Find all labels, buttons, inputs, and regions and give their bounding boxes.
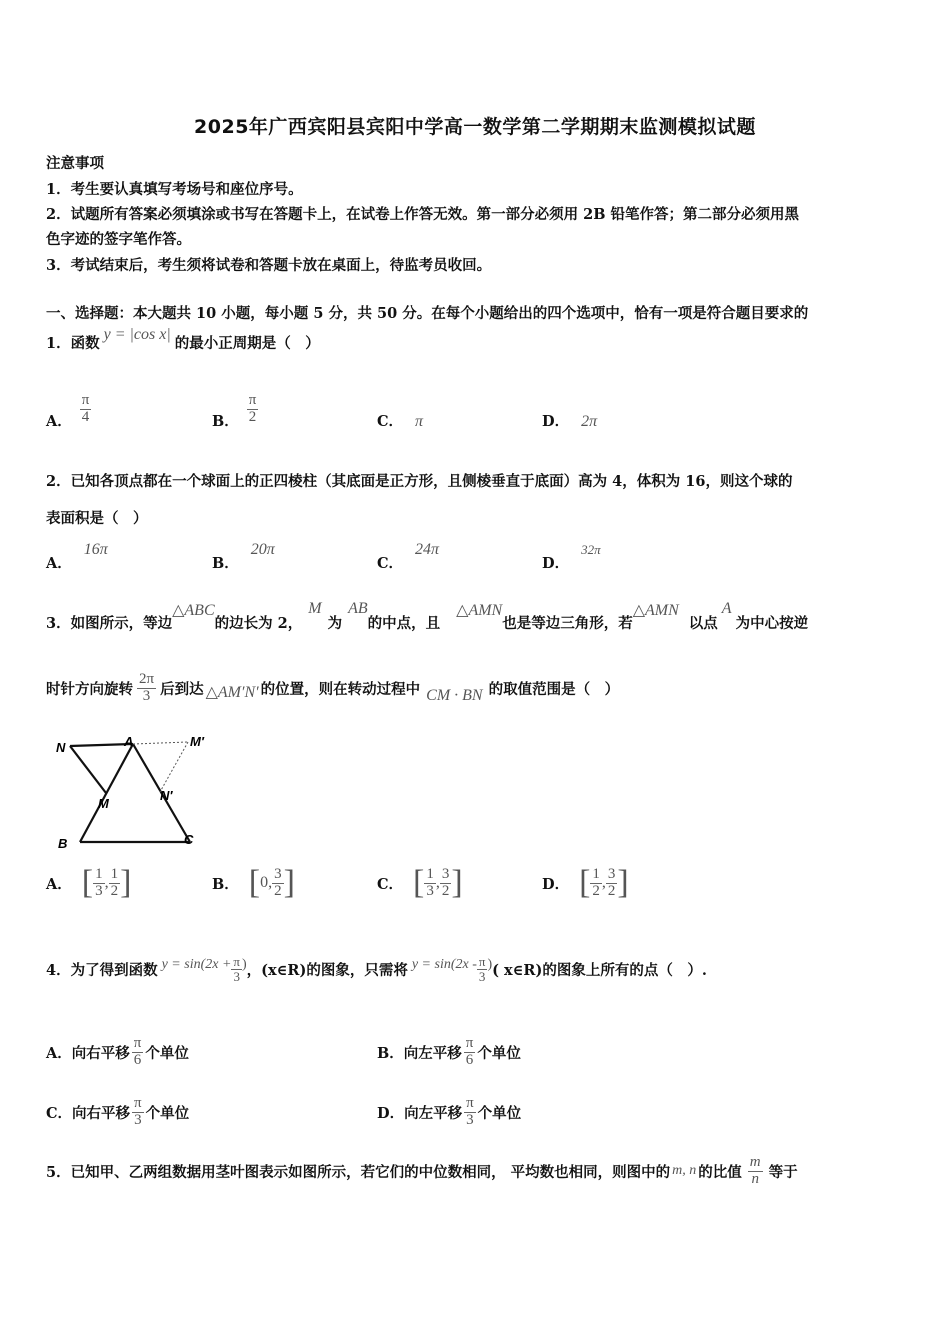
q4-line: 4．为了得到函数 y = sin(2x + $\frac{\pi}{3}$ ) ，(x∈R)的图象，只需将 y = sin(2x - $\frac{\pi}{3}$ ) ( x∈R)的图象上所有的点（ ）. (46, 954, 707, 984)
option-label: B． (212, 875, 239, 893)
option-label: C． (377, 555, 404, 572)
q2-option-a[interactable] (46, 541, 108, 573)
option-label: C． (377, 875, 404, 893)
q3-text: 的位置，则在转动过程中 (260, 680, 421, 698)
q3-option-b[interactable]: B． [ 0 , $\frac{3}{2}$ ] (212, 864, 295, 901)
option-label: A．向右平移 (46, 1044, 130, 1062)
option-label: D． (542, 875, 570, 893)
q1-option-b[interactable] (212, 388, 258, 431)
q3-text: 3．如图所示，等边 (46, 615, 173, 632)
option-unit: 个单位 (145, 1044, 189, 1062)
q1-suffix: 的最小正周期是（ ） (174, 335, 320, 352)
notice-item-2-cont: 色字迹的签字笔作答。 (46, 231, 191, 248)
option-label: B． (212, 413, 239, 430)
q3-tri-abc: △ABC (172, 602, 215, 619)
option-label: D． (542, 555, 570, 572)
q1-a-frac: $\frac{\pi}{4}$ (81, 392, 90, 425)
notice-item-1: 1．考生要认真填写考场号和座位序号。 (46, 181, 303, 198)
fig-label-n-prime: N′ (160, 788, 173, 803)
q3-option-a[interactable]: A． [ $\frac{1}{3}$ , $\frac{1}{2}$ ] (46, 864, 132, 901)
q3-text: 后到达 (160, 680, 204, 698)
fig-label-b: B (58, 836, 68, 851)
q4-text: ，(x∈R)的图象，只需将 (246, 961, 408, 979)
option-label: A． (46, 413, 72, 430)
q3-line-1 (46, 600, 808, 633)
q4-option-c[interactable]: C．向右平移 $\frac{\pi}{3}$ 个单位 (46, 1095, 190, 1128)
q4-paren: ) (242, 957, 247, 973)
option-label: C． (377, 413, 404, 430)
page-title: 2025年广西宾阳县宾阳中学高一数学第二学期期末监测模拟试题 (194, 116, 756, 138)
q2-option-c[interactable] (377, 541, 440, 573)
q1-formula: y = |cos x| (103, 325, 171, 343)
option-value: 32π (581, 542, 601, 557)
option-unit: 个单位 (145, 1104, 190, 1122)
q5-text: 的比值 (698, 1163, 742, 1181)
q2-option-b[interactable] (212, 541, 275, 573)
q4-func-2: y = sin(2x - (411, 957, 477, 973)
q5-text: 5．已知甲、乙两组数据用茎叶图表示如图所示，若它们的中位数相同， 平均数也相同，则图中的 (46, 1163, 671, 1181)
q3-text: 为 (327, 615, 343, 632)
option-label: D．向左平移 (377, 1104, 463, 1122)
q1-option-d[interactable] (542, 410, 597, 431)
q3-text: 的中点，且 (367, 615, 441, 632)
option-value: π (415, 413, 424, 430)
fig-label-m: M (98, 796, 109, 811)
fig-label-c: C (184, 832, 194, 847)
option-label: D． (542, 413, 570, 430)
q1-option-a[interactable] (46, 388, 91, 431)
option-value: 2π (581, 413, 598, 430)
q2-option-d[interactable] (542, 542, 601, 573)
q3-line-2 (46, 672, 619, 705)
notice-item-3: 3．考试结束后，考生须将试卷和答题卡放在桌面上，待监考员收回。 (46, 257, 492, 274)
q5-mn: m, n (672, 1163, 697, 1179)
option-value: 24π (415, 541, 440, 558)
q3-text: 的取值范围是（ ） (488, 680, 620, 698)
q4-func-1: y = sin(2x + (161, 957, 232, 973)
question-1 (46, 325, 320, 353)
q5-line: 5．已知甲、乙两组数据用茎叶图表示如图所示，若它们的中位数相同， 平均数也相同，则图中的 m, n 的比值 $\frac{m}{n}$ 等于 (46, 1154, 798, 1187)
notice-heading: 注意事项 (46, 155, 104, 172)
q3-a: A (721, 600, 732, 617)
notice-item-2: 2．试题所有答案必须填涂或书写在答题卡上，在试卷上作答无效。第一部分必须用 2B 铅笔作答；第二部分必须用黑 (46, 206, 800, 223)
q4-paren: ) (487, 957, 493, 973)
q3-m: M (308, 600, 322, 617)
option-value: 20π (250, 541, 275, 558)
q4-text: ( x∈R)的图象上所有的点（ ）. (492, 961, 707, 979)
q1-b-frac: $\frac{\pi}{2}$ (248, 392, 257, 425)
q3-dot-product: CM · BN (426, 687, 483, 705)
option-label: C．向右平移 (46, 1104, 131, 1122)
section-heading: 一、选择题：本大题共 10 小题，每小题 5 分，共 50 分。在每个小题给出的四个选项中，恰有一项是符合题目要求的 (46, 305, 809, 322)
q3-tri-amn: △AMN (632, 602, 679, 619)
fig-label-n: N (56, 740, 66, 755)
q3-rotation-frac: $\frac{2\pi}{3}$ (139, 671, 155, 704)
q3-option-d[interactable]: D． [ $\frac{1}{2}$ , $\frac{3}{2}$ ] (542, 864, 629, 901)
q3-tri-amn: △AMN (456, 602, 503, 619)
q4-option-d[interactable]: D．向左平移 $\frac{\pi}{3}$ 个单位 (377, 1095, 522, 1128)
option-value: 16π (83, 541, 108, 558)
option-label: B． (212, 555, 239, 572)
q3-text: 也是等边三角形，若 (502, 615, 633, 632)
q5-text: 等于 (768, 1163, 798, 1181)
q3-option-c[interactable]: C． [ $\frac{1}{3}$ , $\frac{3}{2}$ ] (377, 864, 463, 901)
option-unit: 个单位 (477, 1044, 521, 1062)
q3-text: 以点 (688, 615, 718, 632)
option-label: B．向左平移 (377, 1044, 462, 1062)
q1-prefix: 1．函数 (46, 335, 100, 352)
fig-label-m-prime: M′ (190, 734, 204, 749)
q4-text: 4．为了得到函数 (46, 961, 158, 979)
q3-text: 时针方向旋转 (46, 680, 133, 698)
q3-ab: AB (348, 600, 368, 617)
q1-option-c[interactable] (377, 410, 423, 431)
q3-tri-amn-prime: △AM′N′ (205, 684, 259, 702)
option-unit: 个单位 (477, 1104, 522, 1122)
fig-label-a: A (124, 734, 134, 749)
option-label: A． (46, 875, 72, 893)
q4-option-b[interactable]: B．向左平移 $\frac{\pi}{6}$ 个单位 (377, 1035, 521, 1068)
q3-text: 的边长为 2， (214, 615, 303, 632)
q2-line-2: 表面积是（ ） (46, 510, 148, 527)
q2-line-1: 2．已知各顶点都在一个球面上的正四棱柱（其底面是正方形，且侧棱垂直于底面）高为 4，体积为 16，则这个球的 (46, 473, 793, 490)
q3-text: 为中心按逆 (735, 615, 809, 632)
q4-option-a[interactable]: A．向右平移 $\frac{\pi}{6}$ 个单位 (46, 1035, 189, 1068)
option-label: A． (46, 555, 72, 572)
q3-triangle-figure (50, 730, 220, 855)
